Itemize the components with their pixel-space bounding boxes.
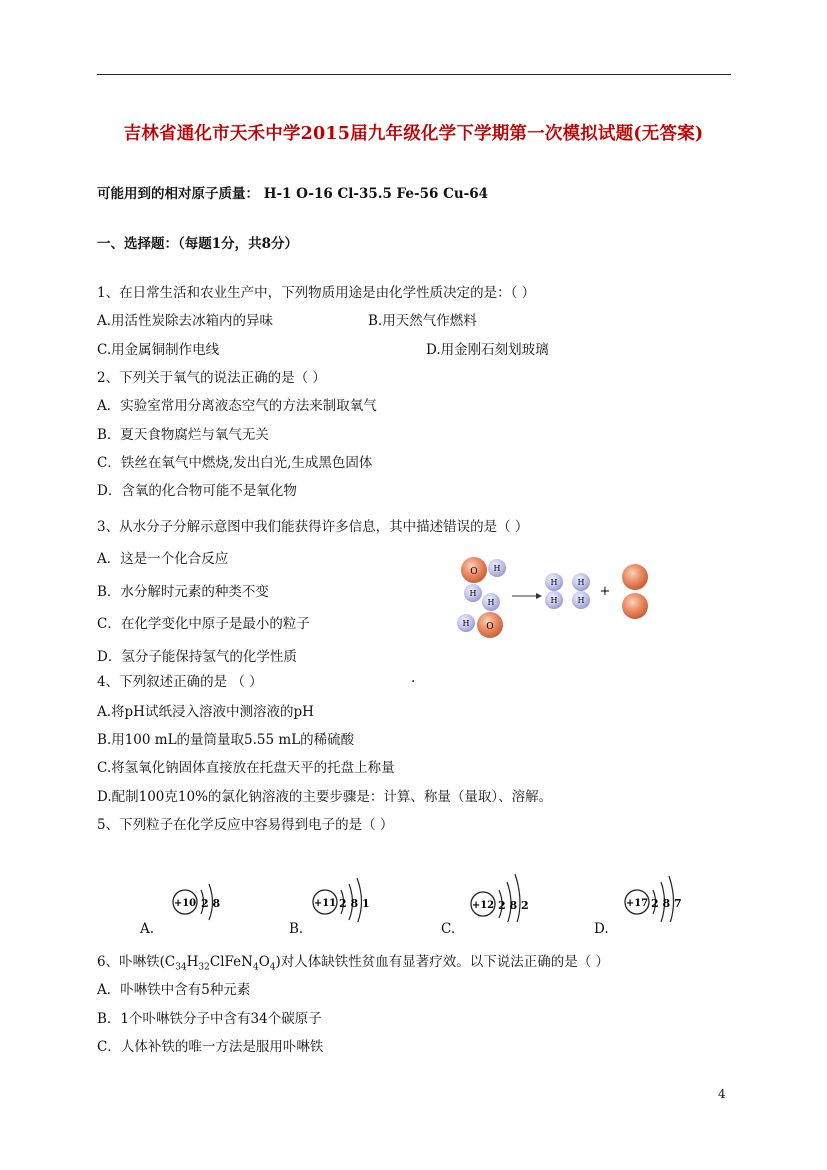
q4-option-c: C.将氢氧化钠固体直接放在托盘天平的托盘上称量 [97, 760, 395, 776]
q1-option-b: B.用天然气作燃料 [368, 313, 477, 329]
reaction-arrowhead [536, 593, 542, 599]
atom-structure-b [310, 872, 390, 922]
q6-sub: 32 [198, 962, 210, 973]
header-rule [97, 74, 731, 75]
q3-option-d: D．氢分子能保持氢气的化学性质 [97, 649, 297, 665]
q6-stem [97, 950, 609, 973]
electron-shell [515, 874, 520, 922]
q1-option-a: A.用活性炭除去冰箱内的异味 [97, 313, 274, 329]
atom-label-h: H [493, 564, 501, 573]
atom-label-o: O [470, 567, 478, 577]
shell-electrons: 2 8 [201, 897, 221, 910]
atom-structure-c [468, 872, 548, 922]
oxygen-atom [622, 564, 648, 590]
page-number: 4 [718, 1087, 726, 1101]
q6-formula-part: ClFeN [209, 954, 253, 970]
nucleus-charge: +11 [313, 898, 337, 909]
q4-stem: 4、下列叙述正确的是 （ ） [97, 674, 263, 690]
q6-option-b: B．1个卟啉铁分子中含有34个碳原子 [97, 1011, 322, 1027]
q6-option-c: C．人体补铁的唯一方法是服用卟啉铁 [97, 1039, 324, 1055]
shell-electrons: 2 8 2 [498, 899, 529, 912]
q2-option-a: A．实验室常用分离液态空气的方法来制取氧气 [97, 398, 377, 414]
section-heading: 一、选择题：（每题1分，共8分） [97, 236, 299, 252]
q1-option-d: D.用金刚石刻划玻璃 [426, 342, 549, 358]
shell-electrons: 2 8 7 [651, 897, 682, 910]
q4-option-d: D.配制100克10%的氯化钠溶液的主要步骤是：计算、称量（量取）、溶解。 [97, 789, 553, 805]
atom-structure-d [622, 872, 702, 922]
nucleus-charge: +12 [471, 900, 495, 911]
q3-option-b: B．水分解时元素的种类不变 [97, 584, 269, 600]
shell-electrons: 2 8 1 [339, 897, 370, 910]
q2-option-d: D．含氧的化合物可能不是氧化物 [97, 483, 297, 499]
page-title: 吉林省通化市天禾中学2015届九年级化学下学期第一次模拟试题(无答案) [123, 124, 704, 144]
q3-option-a: A．这是一个化合反应 [97, 551, 229, 567]
q6-sub: 34 [175, 962, 187, 973]
q6-sub: 4 [269, 962, 276, 973]
q6-option-a: A．卟啉铁中含有5种元素 [97, 982, 251, 998]
water-decomposition-diagram [450, 550, 670, 645]
q6-stem-pre: 6、卟啉铁(C [97, 954, 176, 970]
atom-label-h: H [469, 589, 477, 598]
atom-label-h: H [487, 598, 495, 607]
plus-sign: + [599, 584, 611, 599]
atom-label-h: H [577, 578, 585, 587]
nucleus-charge: +10 [173, 898, 197, 909]
q6-stem-post: )对人体缺铁性贫血有显著疗效。以下说法正确的是（ ） [275, 954, 610, 970]
q5-label-d: D. [594, 921, 609, 937]
q2-option-c: C．铁丝在氧气中燃烧,发出白光,生成黑色固体 [97, 455, 373, 471]
atom-label-h: H [462, 619, 470, 628]
nucleus-charge: +17 [625, 898, 649, 909]
q5-label-b: B. [289, 921, 304, 937]
q4-dot: . [411, 670, 416, 686]
atom-structure-a [170, 872, 240, 922]
q5-label-c: C. [441, 921, 456, 937]
q5-label-a: A. [140, 921, 155, 937]
atomic-masses: 可能用到的相对原子质量： H-1 O-16 Cl-35.5 Fe-56 Cu-64 [97, 186, 489, 202]
atom-label-h: H [577, 596, 585, 605]
q1-option-c: C.用金属铜制作电线 [97, 342, 220, 358]
q6-formula-part: H [186, 954, 199, 970]
q4-option-b: B.用100 mL的量筒量取5.55 mL的稀硫酸 [97, 732, 355, 748]
q3-option-c: C．在化学变化中原子是最小的粒子 [97, 616, 310, 632]
q1-stem: 1、在日常生活和农业生产中，下列物质用途是由化学性质决定的是：（ ） [97, 285, 536, 301]
q6-sub: 4 [252, 962, 259, 973]
oxygen-atom [622, 593, 648, 619]
q2-option-b: B．夏天食物腐烂与氧气无关 [97, 427, 269, 443]
q2-stem: 2、下列关于氧气的说法正确的是（ ） [97, 370, 326, 386]
q5-stem: 5、下列粒子在化学反应中容易得到电子的是（ ） [97, 817, 394, 833]
atom-label-h: H [550, 578, 558, 587]
atom-label-o: O [486, 622, 494, 632]
q3-stem: 3、从水分子分解示意图中我们能获得许多信息，其中描述错误的是（ ） [97, 519, 529, 535]
atom-label-h: H [550, 596, 558, 605]
q4-option-a: A.将pH试纸浸入溶液中测溶液的pH [97, 704, 314, 720]
q6-formula-part: O [258, 954, 270, 970]
